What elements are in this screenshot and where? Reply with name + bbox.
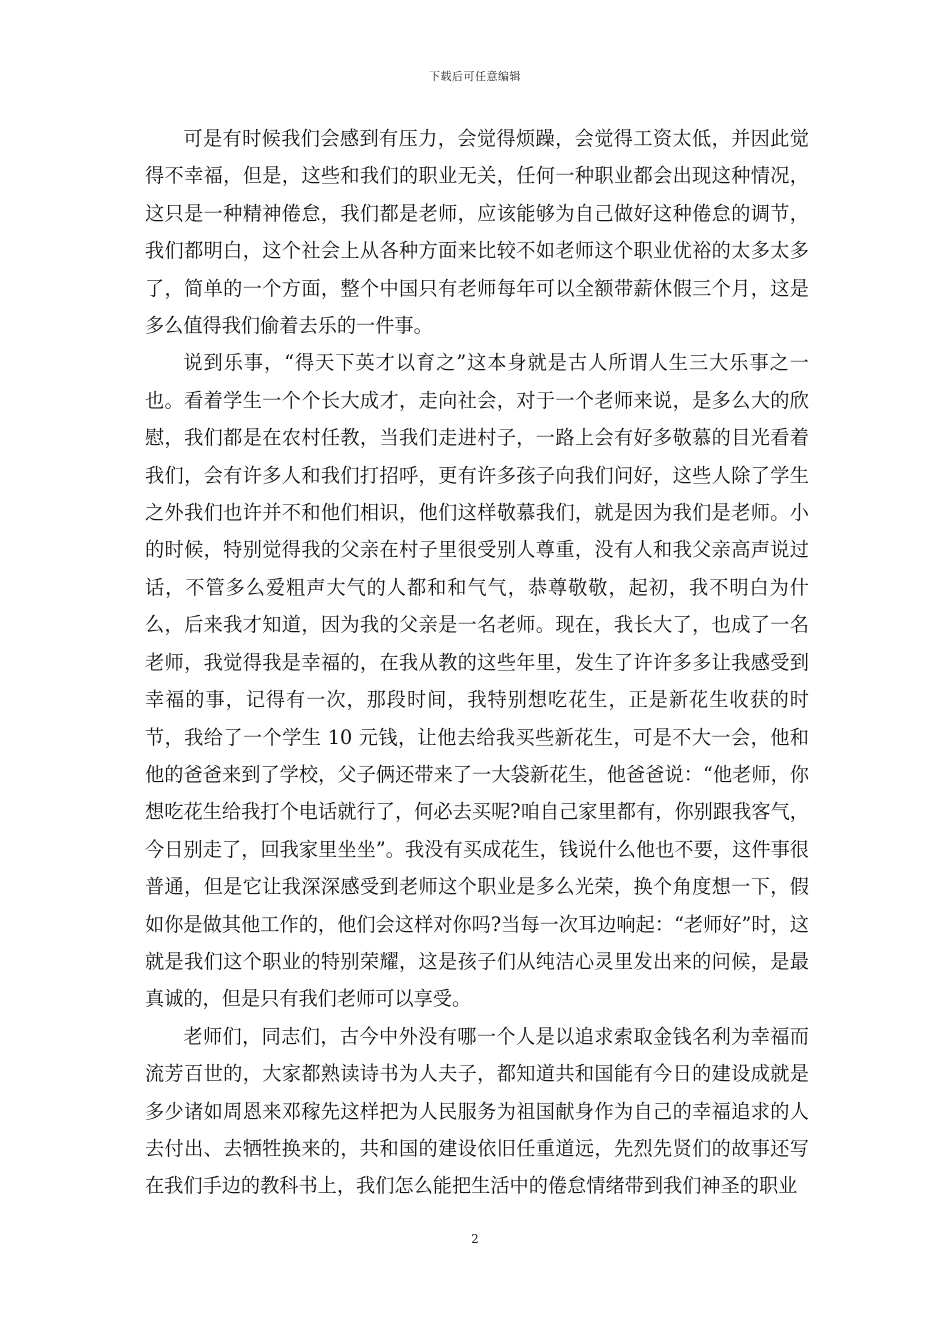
page-header: 下载后可任意编辑 (429, 70, 521, 83)
page-number: 2 (471, 1232, 479, 1246)
body-text (145, 120, 809, 1205)
paragraph: 可是有时候我们会感到有压力，会觉得烦躁，会觉得工资太低，并因此觉得不幸福，但是，这些和我们的职业无关，任何一种职业都会出现这种情况，这只是一种精神倦怠，我们都是老师，应该能够为自己做好这种倦怠的调节，我们都明白，这个社会上从各种方面来比较不如老师这个职业优裕的太多太多了，简单的一个方面，整个中国只有老师每年可以全额带薪休假三个月，这是多么值得我们偷着去乐的一件事。 (145, 127, 809, 338)
paragraph: 说到乐事，“得天下英才以育之”这本身就是古人所谓人生三大乐事之一也。看着学生一个个长大成才，走向社会，对于一个老师来说，是多么大的欣慰，我们都是在农村任教，当我们走进村子，一路上会有好多敬慕的目光看着我们，会有许多人和我们打招呼，更有许多孩子向我们问好，这些人除了学生之外我们也许并不和他们相识，他们这样敬慕我们，就是因为我们是老师。小的时候，特别觉得我的父亲在村子里很受别人尊重，没有人和我父亲高声说过话，不管多么爱粗声大气的人都和和气气，恭尊敬敬，起初，我不明白为什么，后来我才知道，因为我的父亲是一名老师。现在，我长大了，也成了一名老师，我觉得我是幸福的，在我从教的这些年里，发生了许许多多让我感受到幸福的事，记得有一次，那段时间，我特别想吃花生，正是新花生收获的时节，我给了一个学生 10 元钱，让他去给我买些新花生，可是不大一会，他和他的爸爸来到了学校，父子俩还带来了一大袋新花生，他爸爸说：“他老师，你想吃花生给我打个电话就行了，何必去买呢?咱自己家里都有，你别跟我客气，今日别走了，回我家里坐坐”。我没有买成花生，钱说什么他也不要，这件事很普通，但是它让我深深感受到老师这个职业是多么光荣，换个角度想一下，假如你是做其他工作的，他们会这样对你吗?当每一次耳边响起：“老师好”时，这就是我们这个职业的特别荣耀，这是孩子们从纯洁心灵里发出来的问候，是最真诚的，但是只有我们老师可以享受。 (145, 351, 809, 1011)
paragraph: 老师们，同志们，古今中外没有哪一个人是以追求索取金钱名利为幸福而流芳百世的，大家都熟读诗书为人夫子，都知道共和国能有今日的建设成就是多少诸如周恩来邓稼先这样把为人民服务为祖国献身作为自己的幸福追求的人去付出、去牺牲换来的，共和国的建设依旧任重道远，先烈先贤们的故事还写在我们手边的教科书上，我们怎么能把生活中的倦怠情绪带到我们神圣的职业 (145, 1024, 809, 1198)
